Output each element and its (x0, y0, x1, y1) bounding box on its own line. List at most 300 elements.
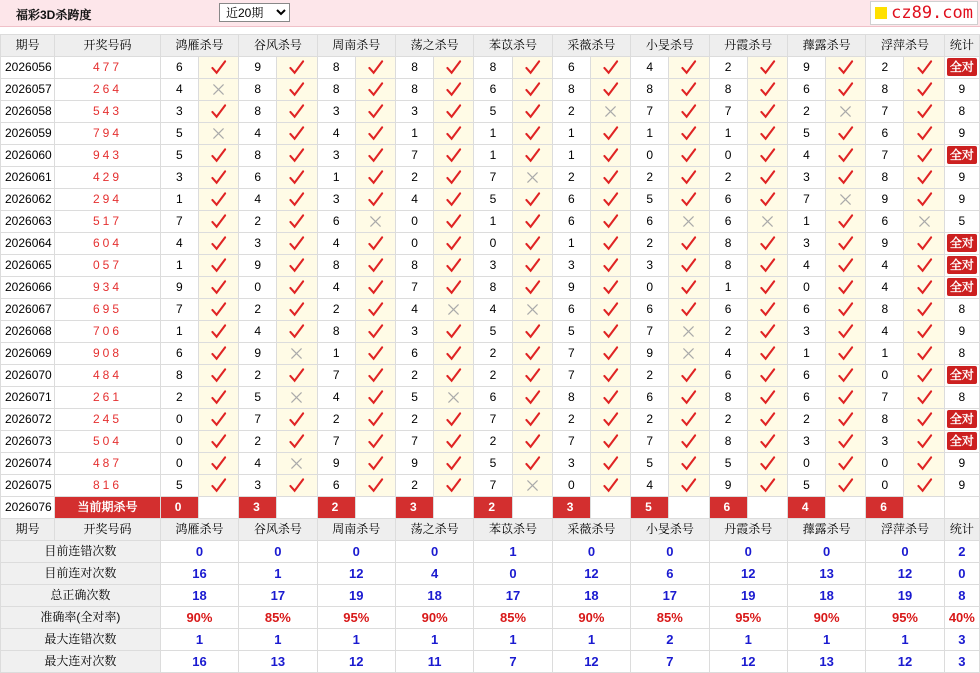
issue-cell: 2026067 (1, 299, 55, 321)
current-empty-cell (277, 497, 317, 519)
kill-number-cell: 9 (160, 277, 198, 299)
result-mark-cell (434, 233, 474, 255)
check-icon (837, 279, 854, 296)
result-mark-cell (355, 343, 395, 365)
result-mark-cell (747, 453, 787, 475)
stat-value: 12 (552, 651, 630, 673)
kill-number-cell: 1 (474, 211, 512, 233)
check-icon (916, 147, 933, 164)
header2-col-9: 丹霞杀号 (709, 519, 787, 541)
result-mark-cell (747, 189, 787, 211)
result-mark-cell (590, 431, 630, 453)
issue-cell: 2026058 (1, 101, 55, 123)
kill-number-cell: 3 (552, 255, 590, 277)
result-mark-cell (277, 189, 317, 211)
check-icon (445, 125, 462, 142)
current-kill-number: 3 (239, 497, 277, 519)
kill-number-cell: 1 (395, 123, 433, 145)
check-icon (602, 81, 619, 98)
kill-number-cell: 7 (160, 211, 198, 233)
kill-number-cell: 6 (317, 475, 355, 497)
issue-cell: 2026065 (1, 255, 55, 277)
kill-number-cell: 4 (239, 123, 277, 145)
current-kill-number: 0 (160, 497, 198, 519)
result-mark-cell (198, 101, 238, 123)
check-icon (602, 367, 619, 384)
all-correct-badge: 全对 (947, 58, 977, 76)
check-icon (602, 257, 619, 274)
stat-cell (944, 145, 979, 167)
check-icon (680, 257, 697, 274)
kill-number-cell: 2 (395, 167, 433, 189)
result-mark-cell (669, 475, 709, 497)
kill-number-cell: 9 (631, 343, 669, 365)
check-icon (837, 125, 854, 142)
current-empty-cell (904, 497, 944, 519)
result-mark-cell (904, 365, 944, 387)
kill-number-cell: 9 (787, 57, 825, 79)
result-mark-cell (434, 255, 474, 277)
result-mark-cell (355, 57, 395, 79)
stat-value: 12 (709, 563, 787, 585)
issue-cell: 2026074 (1, 453, 55, 475)
stat-cell: 8 (944, 343, 979, 365)
kill-number-cell: 2 (239, 431, 277, 453)
stat-value: 0 (239, 541, 317, 563)
current-kill-number: 2 (317, 497, 355, 519)
stat-row (1, 629, 980, 651)
draw-number-cell: 294 (55, 189, 161, 211)
all-correct-badge: 全对 (947, 432, 977, 450)
check-icon (367, 323, 384, 340)
check-icon (445, 279, 462, 296)
result-mark-cell (747, 211, 787, 233)
header2-col-6: 苯苡杀号 (474, 519, 552, 541)
kill-number-cell: 0 (160, 431, 198, 453)
result-mark-cell (434, 431, 474, 453)
result-mark-cell (826, 409, 866, 431)
kill-number-cell: 2 (631, 409, 669, 431)
check-icon (680, 81, 697, 98)
issue-cell: 2026073 (1, 431, 55, 453)
result-mark-cell (512, 387, 552, 409)
kill-number-cell: 6 (709, 365, 747, 387)
cross-icon (680, 323, 697, 340)
result-mark-cell (512, 343, 552, 365)
kill-number-cell: 6 (239, 167, 277, 189)
check-icon (367, 257, 384, 274)
kill-number-cell: 6 (709, 189, 747, 211)
kill-number-cell: 1 (552, 233, 590, 255)
table-row (1, 211, 980, 233)
stat-value: 0 (787, 541, 865, 563)
kill-number-cell: 8 (474, 57, 512, 79)
kill-number-cell: 7 (160, 299, 198, 321)
kill-number-cell: 1 (160, 189, 198, 211)
result-mark-cell (277, 343, 317, 365)
kill-number-cell: 6 (866, 211, 904, 233)
header2-col-2: 鸿雁杀号 (160, 519, 238, 541)
header2-col-3: 谷风杀号 (239, 519, 317, 541)
result-mark-cell (826, 167, 866, 189)
cross-icon (680, 213, 697, 230)
result-mark-cell (826, 453, 866, 475)
table-row (1, 101, 980, 123)
result-mark-cell (198, 321, 238, 343)
check-icon (367, 345, 384, 362)
kill-number-cell: 5 (787, 123, 825, 145)
check-icon (524, 455, 541, 472)
result-mark-cell (434, 387, 474, 409)
stat-value: 19 (317, 585, 395, 607)
kill-number-cell: 9 (866, 189, 904, 211)
stat-row (1, 607, 980, 629)
check-icon (602, 125, 619, 142)
check-icon (367, 301, 384, 318)
table-row (1, 321, 980, 343)
current-kill-number: 6 (866, 497, 904, 519)
kill-number-cell: 6 (552, 57, 590, 79)
stat-cell (944, 409, 979, 431)
check-icon (759, 477, 776, 494)
draw-number-cell: 484 (55, 365, 161, 387)
draw-number-cell: 794 (55, 123, 161, 145)
result-mark-cell (904, 321, 944, 343)
stat-value: 17 (631, 585, 709, 607)
result-mark-cell (826, 57, 866, 79)
check-icon (837, 455, 854, 472)
check-icon (524, 367, 541, 384)
check-icon (680, 433, 697, 450)
result-mark-cell (904, 387, 944, 409)
kill-number-cell: 5 (395, 387, 433, 409)
check-icon (367, 59, 384, 76)
check-icon (445, 169, 462, 186)
check-icon (916, 411, 933, 428)
check-icon (916, 367, 933, 384)
check-icon (759, 103, 776, 120)
result-mark-cell (277, 321, 317, 343)
result-mark-cell (198, 211, 238, 233)
header-col-8: 小旻杀号 (631, 35, 709, 57)
result-mark-cell (590, 453, 630, 475)
check-icon (916, 477, 933, 494)
check-icon (916, 81, 933, 98)
kill-number-cell: 2 (709, 321, 747, 343)
stat-value: 0 (317, 541, 395, 563)
current-label-cell: 当前期杀号 (55, 497, 161, 519)
check-icon (367, 81, 384, 98)
cross-icon (680, 345, 697, 362)
stat-value: 3 (944, 629, 979, 651)
check-icon (210, 213, 227, 230)
result-mark-cell (669, 255, 709, 277)
stat-cell: 9 (944, 475, 979, 497)
result-mark-cell (198, 255, 238, 277)
result-mark-cell (434, 79, 474, 101)
result-mark-cell (355, 123, 395, 145)
kill-number-cell: 2 (552, 167, 590, 189)
check-icon (288, 169, 305, 186)
check-icon (524, 323, 541, 340)
stat-row (1, 541, 980, 563)
all-correct-badge: 全对 (947, 256, 977, 274)
check-icon (524, 345, 541, 362)
kill-number-cell: 5 (474, 321, 512, 343)
result-mark-cell (904, 431, 944, 453)
kill-number-cell: 7 (395, 145, 433, 167)
stat-value: 95% (866, 607, 944, 629)
result-mark-cell (512, 79, 552, 101)
check-icon (524, 103, 541, 120)
result-mark-cell (590, 101, 630, 123)
check-icon (210, 367, 227, 384)
check-icon (524, 191, 541, 208)
current-kill-number: 4 (787, 497, 825, 519)
kill-number-cell: 0 (787, 453, 825, 475)
result-mark-cell (355, 299, 395, 321)
result-mark-cell (434, 57, 474, 79)
check-icon (837, 169, 854, 186)
check-icon (759, 323, 776, 340)
result-mark-cell (512, 211, 552, 233)
result-mark-cell (434, 343, 474, 365)
check-icon (916, 257, 933, 274)
result-mark-cell (904, 409, 944, 431)
result-mark-cell (277, 167, 317, 189)
result-mark-cell (512, 431, 552, 453)
kill-number-cell: 4 (709, 343, 747, 365)
kill-number-cell: 1 (787, 343, 825, 365)
kill-number-cell: 6 (709, 299, 747, 321)
result-mark-cell (277, 387, 317, 409)
check-icon (602, 301, 619, 318)
kill-number-cell: 6 (317, 211, 355, 233)
result-mark-cell (355, 189, 395, 211)
check-icon (445, 59, 462, 76)
result-mark-cell (904, 167, 944, 189)
kill-number-cell: 2 (474, 431, 512, 453)
header2-col-7: 采薇杀号 (552, 519, 630, 541)
issue-cell: 2026075 (1, 475, 55, 497)
kill-number-cell: 4 (395, 189, 433, 211)
check-icon (759, 235, 776, 252)
kill-number-cell: 2 (239, 299, 277, 321)
kill-number-cell: 4 (239, 453, 277, 475)
kill-number-cell: 9 (239, 255, 277, 277)
result-mark-cell (590, 145, 630, 167)
result-mark-cell (434, 211, 474, 233)
stat-value: 1 (395, 629, 473, 651)
check-icon (837, 235, 854, 252)
header-col-12: 统计 (944, 35, 979, 57)
result-mark-cell (826, 79, 866, 101)
check-icon (837, 367, 854, 384)
top-bar (0, 0, 980, 27)
check-icon (524, 433, 541, 450)
result-mark-cell (590, 475, 630, 497)
kill-number-cell: 2 (160, 387, 198, 409)
current-issue-cell: 2026076 (1, 497, 55, 519)
stat-value: 0 (866, 541, 944, 563)
check-icon (680, 125, 697, 142)
check-icon (680, 147, 697, 164)
current-empty-cell (198, 497, 238, 519)
kill-number-cell: 2 (709, 57, 747, 79)
check-icon (524, 125, 541, 142)
check-icon (524, 147, 541, 164)
check-icon (367, 411, 384, 428)
cross-icon (524, 169, 541, 186)
kill-number-cell: 7 (631, 431, 669, 453)
draw-number-cell: 604 (55, 233, 161, 255)
current-kill-number: 3 (395, 497, 433, 519)
stat-value: 0 (160, 541, 238, 563)
check-icon (445, 257, 462, 274)
current-empty-cell (826, 497, 866, 519)
all-correct-badge: 全对 (947, 234, 977, 252)
period-select[interactable] (219, 3, 290, 22)
stat-cell: 9 (944, 79, 979, 101)
header2-col-5: 荡之杀号 (395, 519, 473, 541)
draw-number-cell: 706 (55, 321, 161, 343)
site-logo[interactable] (870, 1, 978, 25)
check-icon (837, 433, 854, 450)
result-mark-cell (512, 101, 552, 123)
kill-number-cell: 7 (866, 101, 904, 123)
check-icon (210, 345, 227, 362)
result-mark-cell (826, 431, 866, 453)
table-row (1, 233, 980, 255)
kill-number-cell: 8 (317, 79, 355, 101)
check-icon (367, 433, 384, 450)
kill-number-cell: 6 (787, 387, 825, 409)
result-mark-cell (590, 277, 630, 299)
stat-cell: 9 (944, 123, 979, 145)
result-mark-cell (355, 145, 395, 167)
result-mark-cell (198, 277, 238, 299)
kill-number-cell: 2 (709, 167, 747, 189)
check-icon (210, 455, 227, 472)
check-icon (288, 103, 305, 120)
kill-number-cell: 4 (631, 57, 669, 79)
check-icon (210, 411, 227, 428)
stat-value: 1 (866, 629, 944, 651)
kill-number-cell: 7 (866, 145, 904, 167)
check-icon (367, 389, 384, 406)
result-mark-cell (277, 57, 317, 79)
header-col-9: 丹霞杀号 (709, 35, 787, 57)
kill-number-cell: 0 (239, 277, 277, 299)
result-mark-cell (277, 277, 317, 299)
kill-number-cell: 6 (552, 211, 590, 233)
result-mark-cell (747, 365, 787, 387)
header-col-10: 蘀露杀号 (787, 35, 865, 57)
result-mark-cell (590, 387, 630, 409)
check-icon (916, 125, 933, 142)
draw-number-cell: 264 (55, 79, 161, 101)
check-icon (210, 389, 227, 406)
stat-cell (944, 255, 979, 277)
result-mark-cell (277, 211, 317, 233)
header-col-3: 谷风杀号 (239, 35, 317, 57)
stat-value: 2 (631, 629, 709, 651)
check-icon (916, 103, 933, 120)
check-icon (680, 169, 697, 186)
cross-icon (288, 455, 305, 472)
stat-value: 1 (474, 541, 552, 563)
check-icon (288, 367, 305, 384)
kill-number-cell: 2 (395, 475, 433, 497)
check-icon (367, 279, 384, 296)
check-icon (445, 477, 462, 494)
result-mark-cell (277, 365, 317, 387)
current-kill-number: 3 (552, 497, 590, 519)
check-icon (916, 301, 933, 318)
header2-col-12: 统计 (944, 519, 979, 541)
result-mark-cell (669, 365, 709, 387)
check-icon (445, 191, 462, 208)
kill-number-cell: 2 (239, 365, 277, 387)
check-icon (602, 455, 619, 472)
kill-number-cell: 6 (552, 299, 590, 321)
check-icon (210, 191, 227, 208)
stat-value: 12 (709, 651, 787, 673)
check-icon (524, 257, 541, 274)
kill-number-cell: 4 (160, 233, 198, 255)
check-icon (916, 323, 933, 340)
check-icon (445, 455, 462, 472)
table-row (1, 277, 980, 299)
kill-number-cell: 1 (552, 145, 590, 167)
stat-value: 13 (787, 563, 865, 585)
kill-number-cell: 0 (160, 409, 198, 431)
stat-value: 95% (317, 607, 395, 629)
result-mark-cell (277, 431, 317, 453)
result-mark-cell (590, 255, 630, 277)
kill-number-cell: 2 (552, 409, 590, 431)
result-mark-cell (277, 101, 317, 123)
current-empty-cell (747, 497, 787, 519)
result-mark-cell (669, 431, 709, 453)
result-mark-cell (355, 255, 395, 277)
stat-cell: 9 (944, 321, 979, 343)
kill-number-cell: 3 (239, 475, 277, 497)
result-mark-cell (198, 387, 238, 409)
result-mark-cell (590, 189, 630, 211)
result-mark-cell (355, 211, 395, 233)
table-row (1, 299, 980, 321)
result-mark-cell (747, 409, 787, 431)
check-icon (524, 213, 541, 230)
result-mark-cell (512, 453, 552, 475)
stat-value: 1 (552, 629, 630, 651)
check-icon (367, 169, 384, 186)
result-mark-cell (277, 453, 317, 475)
check-icon (680, 59, 697, 76)
stat-value: 0 (944, 563, 979, 585)
result-mark-cell (198, 299, 238, 321)
kill-number-cell: 8 (239, 79, 277, 101)
kill-number-cell: 8 (317, 321, 355, 343)
kill-number-cell: 8 (709, 431, 747, 453)
check-icon (916, 59, 933, 76)
result-mark-cell (826, 343, 866, 365)
kill-number-cell: 6 (552, 189, 590, 211)
kill-number-cell: 2 (866, 57, 904, 79)
kill-number-cell: 1 (866, 343, 904, 365)
cross-icon (288, 345, 305, 362)
